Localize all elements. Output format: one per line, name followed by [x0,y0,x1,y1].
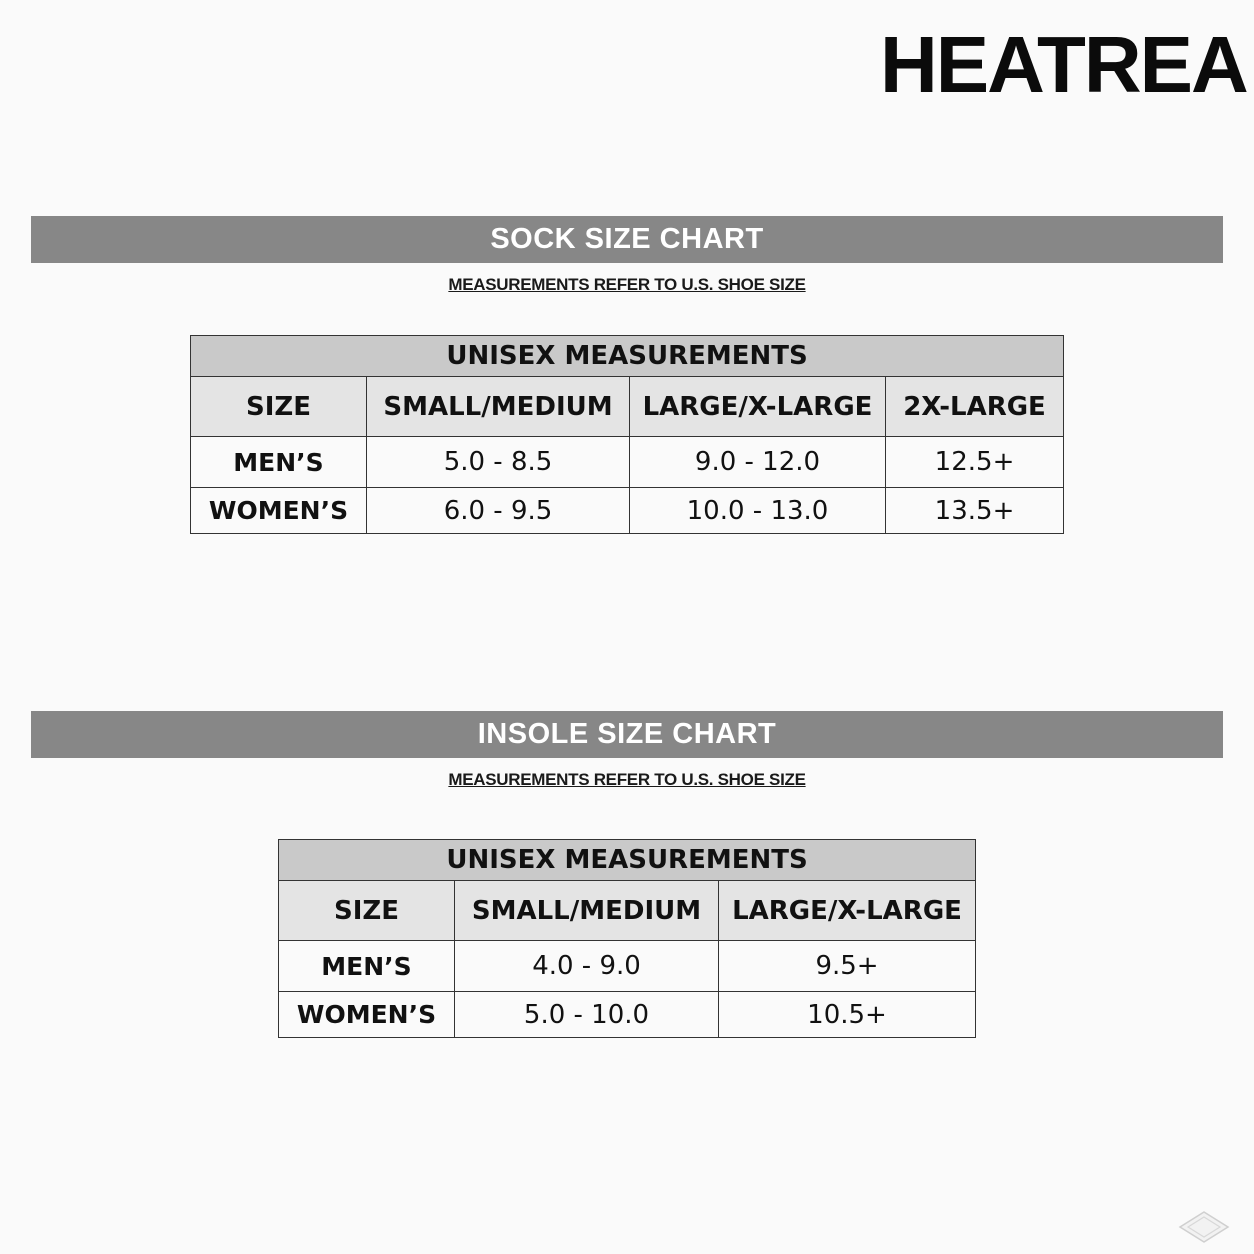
table-cell: 13.5+ [886,488,1064,534]
table-row [191,437,1064,488]
table-row [279,992,976,1038]
sock-table-title: UNISEX MEASUREMENTS [191,336,1064,377]
insole-measurement-note: MEASUREMENTS REFER TO U.S. SHOE SIZE [448,770,806,789]
sock-col-header: SIZE [191,377,367,437]
brand-logo: HEATREA [880,20,1247,109]
insole-size-table [278,839,976,1038]
insole-col-header: LARGE/X-LARGE [719,881,976,941]
table-cell: 12.5+ [886,437,1064,488]
diamond-watermark-icon [1178,1210,1230,1244]
insole-col-header: SIZE [279,881,455,941]
sock-col-header: SMALL/MEDIUM [367,377,630,437]
row-label-womens: WOMEN’S [279,992,455,1038]
row-label-mens: MEN’S [279,941,455,992]
sock-measurement-note: MEASUREMENTS REFER TO U.S. SHOE SIZE [448,275,806,294]
sock-col-header: 2X-LARGE [886,377,1064,437]
sock-size-table [190,335,1064,534]
row-label-womens: WOMEN’S [191,488,367,534]
row-label-mens: MEN’S [191,437,367,488]
table-cell: 9.0 - 12.0 [630,437,886,488]
table-cell: 4.0 - 9.0 [455,941,719,992]
insole-size-chart-banner: INSOLE SIZE CHART [31,711,1223,758]
table-cell: 9.5+ [719,941,976,992]
table-cell: 10.0 - 13.0 [630,488,886,534]
insole-col-header: SMALL/MEDIUM [455,881,719,941]
table-cell: 10.5+ [719,992,976,1038]
sock-size-chart-banner: SOCK SIZE CHART [31,216,1223,263]
insole-table-title: UNISEX MEASUREMENTS [279,840,976,881]
sock-col-header: LARGE/X-LARGE [630,377,886,437]
table-row [279,941,976,992]
table-cell: 6.0 - 9.5 [367,488,630,534]
table-cell: 5.0 - 10.0 [455,992,719,1038]
table-cell: 5.0 - 8.5 [367,437,630,488]
table-row [191,488,1064,534]
